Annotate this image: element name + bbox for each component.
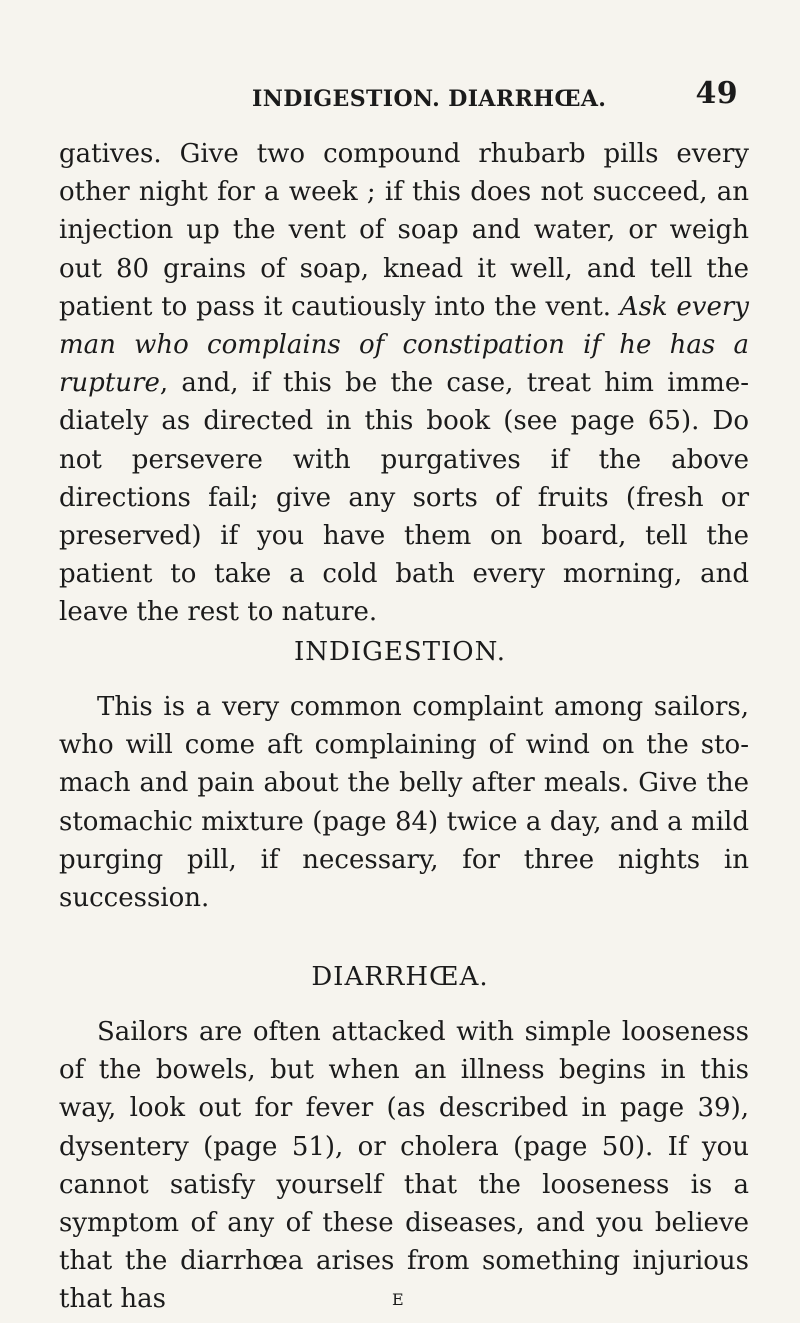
- section-heading-diarrhoea: DIARRHŒA.: [311, 962, 489, 992]
- section-heading-indigestion: INDIGESTION.: [294, 637, 506, 667]
- italic-emphasis-text: Ask every man who complains of constipation if he has a rupture: [59, 291, 750, 399]
- page-number: 49: [695, 76, 738, 111]
- paragraph-indigestion: This is a very common complaint among sailors, who will come aft complaining of wind on the sto-mach and pain about the belly after meals. Give the stomachic mixture (page 84) twice a day, and a mild purging pill, if necessary, for three nights in succession.: [59, 692, 749, 914]
- paragraph-constipation-continued: [59, 135, 750, 628]
- paragraph-diarrhoea: Sailors are often attacked with simple looseness of the bowels, but when an illness begins in this way, look out for fever (as described in page 39), dysentery (page 51), or cholera (page 50). If you cannot satisfy yourself that the looseness is a symptom of any of these diseases, and you believe that the diarrhœa arises from something injurious that has: [59, 1017, 749, 1315]
- signature-mark: E: [392, 1290, 405, 1309]
- running-head: [252, 76, 752, 116]
- running-head-title: INDIGESTION. DIARRHŒA.: [252, 86, 607, 112]
- paragraph-text: gatives. Give two compound rhubarb pills every other night for a week ; if this does not succeed, an injection up the vent of soap and water, or weigh out 80 grains of soap, knead it well, and tell the patient to pass it cautiously into the vent.: [59, 139, 749, 322]
- paragraph-text: , and, if this be the case, treat him imme-diately as directed in this book (see page 65). Do not persevere with purgatives if the above directions fail; give any sorts of fruits (fresh or preserved) if you have them on board, tell the patient to take a cold bath every morning, and leave the rest to nature.: [59, 368, 749, 628]
